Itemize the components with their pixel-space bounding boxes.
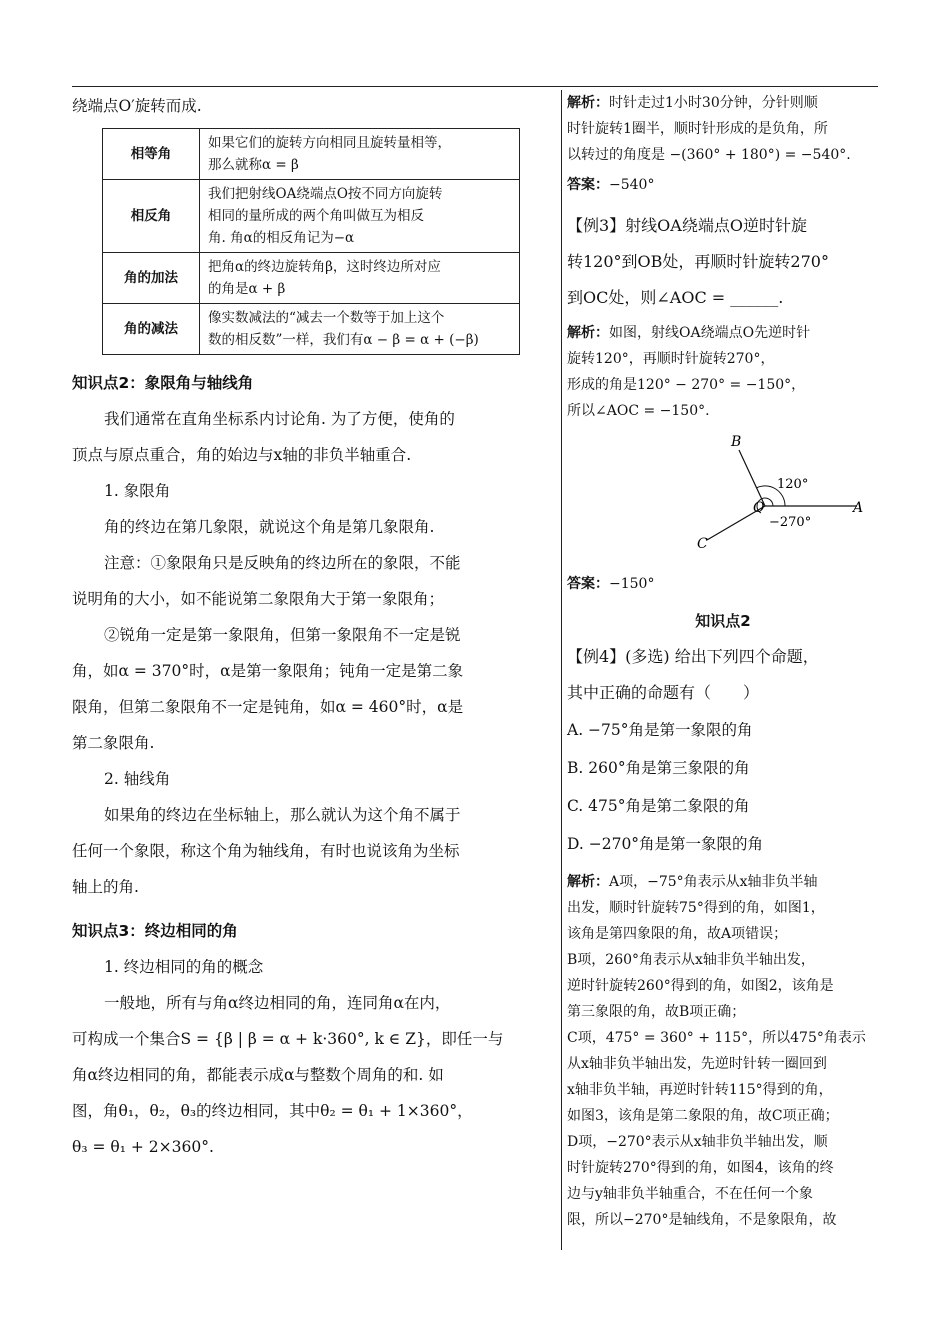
table-row <box>103 180 520 253</box>
option-c: C. 475°角是第二象限的角 <box>567 797 750 815</box>
label-o: O <box>753 500 765 516</box>
solution-label: 解析： <box>567 95 609 111</box>
paragraph-line: 角α终边相同的角，都能表示成α与整数个周角的和. 如 <box>72 1066 444 1084</box>
angle-figure <box>627 428 867 558</box>
solution-text: 该角是第四象限的角，故A项错误； <box>567 926 788 942</box>
paragraph-line: 一般地，所有与角α终边相同的角，连同角α在内， <box>104 994 451 1012</box>
label-b: B <box>731 434 742 450</box>
section-heading-kp2: 知识点2：象限角与轴线角 <box>72 374 254 392</box>
desc-cell: 我们把射线OA绕端点O按不同方向旋转 相同的量所成的两个角叫做互为相反 角. 角α的相反角记为−α <box>200 180 520 253</box>
solution-text: 时针旋转270°得到的角，如图4，该角的终 <box>567 1160 834 1176</box>
solution-text: 出发，顺时针旋转75°得到的角，如图1， <box>567 900 825 916</box>
paragraph-line: 可构成一个集合S = {β | β = α + k·360°, k ∈ Z}，即任一与 <box>72 1030 504 1048</box>
example-3-line: 转120°到OB处，再顺时针旋转270° <box>567 252 829 271</box>
label-120: 120° <box>777 477 809 492</box>
left-column <box>72 88 552 1165</box>
desc-cell: 像实数减法的“减去一个数等于加上这个 数的相反数”一样，我们有α − β = α + (−β) <box>200 304 520 355</box>
note-line: 第二象限角. <box>72 734 155 752</box>
subheading: 1. 象限角 <box>104 482 171 500</box>
option-d: D. −270°角是第一象限的角 <box>567 835 764 853</box>
paragraph-line: 顶点与原点重合，角的始边与x轴的非负半轴重合. <box>72 446 412 464</box>
solution-text: x轴非负半轴，再逆时针转115°得到的角， <box>567 1082 833 1098</box>
answer-label: 答案： <box>567 576 609 592</box>
solution-text: 逆时针旋转260°得到的角，如图2，该角是 <box>567 978 834 994</box>
example-3-line: 【例3】射线OA绕端点O逆时针旋 <box>567 216 807 235</box>
solution-text: 时针旋转1圈半，顺时针形成的是负角，所 <box>567 121 828 137</box>
paragraph-line: 任何一个象限，称这个角为轴线角，有时也说该角为坐标 <box>72 842 460 860</box>
note-line: 限角，但第二象限角不一定是钝角，如α = 460°时，α是 <box>72 698 464 716</box>
label-c: C <box>697 536 708 552</box>
top-rule <box>72 86 878 87</box>
column-divider <box>561 90 562 1250</box>
paragraph-line: θ₃ = θ₁ + 2×360°. <box>72 1138 214 1156</box>
subheading: 1. 终边相同的角的概念 <box>104 958 264 976</box>
answer-value: −540° <box>609 177 655 193</box>
note-line: 注意：①象限角只是反映角的终边所在的象限，不能 <box>104 554 461 572</box>
solution-text: 以转过的角度是 −(360° + 180°) = −540°. <box>567 147 851 163</box>
definitions-table <box>102 128 520 355</box>
section-heading-kp3: 知识点3：终边相同的角 <box>72 922 238 940</box>
solution-text: 如图3，该角是第二象限的角，故C项正确； <box>567 1108 839 1124</box>
solution-text: 时针走过1小时30分钟，分针则顺 <box>609 95 818 111</box>
solution-text: A项，−75°角表示从x轴非负半轴 <box>609 874 818 890</box>
table-row <box>103 129 520 180</box>
option-a: A. −75°角是第一象限的角 <box>567 721 753 739</box>
knowledge-point-label: 知识点2 <box>695 612 751 630</box>
desc-cell: 把角α的终边旋转角β，这时终边所对应 的角是α + β <box>200 253 520 304</box>
paragraph-line: 轴上的角. <box>72 878 139 896</box>
solution-text: 限，所以−270°是轴线角，不是象限角，故 <box>567 1212 837 1228</box>
solution-text: 如图，射线OA绕端点O先逆时针 <box>609 325 811 341</box>
paragraph-line: 图，角θ₁，θ₂，θ₃的终边相同，其中θ₂ = θ₁ + 1×360°， <box>72 1102 473 1120</box>
term-cell: 相反角 <box>103 180 200 253</box>
solution-text: 第三象限的角，故B项正确； <box>567 1004 746 1020</box>
subheading: 2. 轴线角 <box>104 770 171 788</box>
solution-text: 从x轴非负半轴出发，先逆时针转一圈回到 <box>567 1056 827 1072</box>
paragraph-line: 如果角的终边在坐标轴上，那么就认为这个角不属于 <box>104 806 461 824</box>
example-4-line: 其中正确的命题有（ ） <box>567 683 760 702</box>
desc-cell: 如果它们的旋转方向相同且旋转量相等， 那么就称α = β <box>200 129 520 180</box>
table-row <box>103 304 520 355</box>
example-3-line: 到OC处，则∠AOC = ______. <box>567 288 784 307</box>
solution-text: 所以∠AOC = −150°. <box>567 403 710 419</box>
right-column <box>567 90 879 1233</box>
solution-text: 形成的角是120° − 270° = −150°， <box>567 377 806 393</box>
answer-label: 答案： <box>567 177 609 193</box>
option-b: B. 260°角是第三象限的角 <box>567 759 750 777</box>
term-cell: 角的加法 <box>103 253 200 304</box>
intro-text: 绕端点O′旋转而成. <box>72 97 202 115</box>
solution-text: 旋转120°，再顺时针旋转270°， <box>567 351 775 367</box>
table-row <box>103 253 520 304</box>
solution-label: 解析： <box>567 325 609 341</box>
solution-text: C项，475° = 360° + 115°，所以475°角表示 <box>567 1030 866 1046</box>
term-cell: 相等角 <box>103 129 200 180</box>
term-cell: 角的减法 <box>103 304 200 355</box>
note-line: ②锐角一定是第一象限角，但第一象限角不一定是锐 <box>104 626 461 644</box>
label-a: A <box>853 500 864 516</box>
ray-ob <box>739 450 765 506</box>
answer-value: −150° <box>609 576 655 592</box>
solution-label: 解析： <box>567 874 609 890</box>
example-4-line: 【例4】(多选) 给出下列四个命题， <box>567 647 819 666</box>
solution-text: D项，−270°表示从x轴非负半轴出发，顺 <box>567 1134 828 1150</box>
solution-text: B项，260°角表示从x轴非负半轴出发， <box>567 952 815 968</box>
note-line: 说明角的大小，如不能说第二象限角大于第一象限角； <box>72 590 445 608</box>
paragraph-line: 我们通常在直角坐标系内讨论角. 为了方便，使角的 <box>104 410 455 428</box>
solution-text: 边与y轴非负半轴重合，不在任何一个象 <box>567 1186 813 1202</box>
note-line: 角，如α = 370°时，α是第一象限角；钝角一定是第二象 <box>72 662 464 680</box>
paragraph-line: 角的终边在第几象限，就说这个角是第几象限角. <box>104 518 435 536</box>
label-minus-270: −270° <box>769 515 812 530</box>
